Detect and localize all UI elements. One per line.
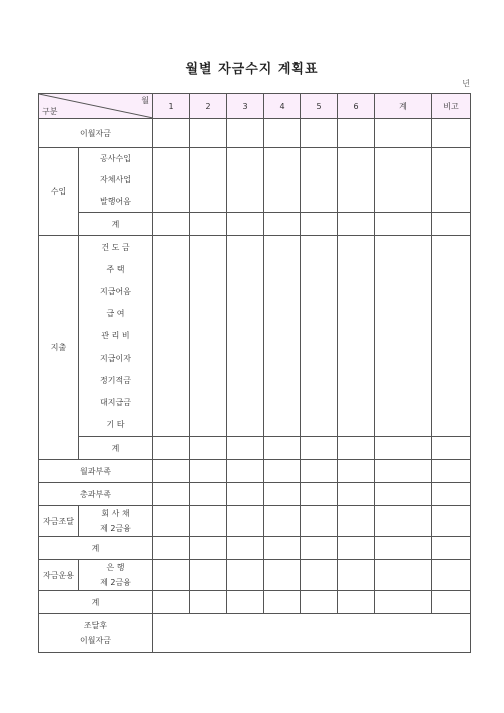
- table-row: [39, 148, 471, 213]
- expense-item: 지급어음: [100, 287, 131, 297]
- total-balance-label: 총과부족: [39, 483, 153, 506]
- financing-item: 제 2금융: [100, 524, 131, 533]
- cash-plan-table: [38, 93, 471, 653]
- remark-header: 비고: [432, 94, 471, 119]
- month-header-6: 6: [338, 94, 375, 119]
- table-row: [39, 213, 471, 236]
- category-axis-label: 구분: [42, 107, 58, 116]
- expense-item: 대지급금: [100, 398, 131, 408]
- after-financing-line2: 이월자금: [80, 636, 111, 645]
- financing-label: 자금조달: [39, 506, 79, 537]
- table-row: [39, 460, 471, 483]
- total-header: 계: [375, 94, 432, 119]
- month-axis-label: 월: [141, 96, 149, 105]
- table-row: [39, 614, 471, 653]
- financing-items-cell: [79, 506, 153, 537]
- table-row: [39, 236, 471, 437]
- investment-items-cell: [79, 560, 153, 591]
- year-label: 년: [462, 79, 470, 88]
- month-header-5: 5: [301, 94, 338, 119]
- header-corner-cell: [39, 94, 153, 119]
- after-financing-line1: 조달후: [83, 621, 108, 630]
- monthly-balance-label: 월과부족: [39, 460, 153, 483]
- expense-item: 정기적금: [100, 375, 131, 385]
- expense-item: 관 리 비: [101, 331, 130, 341]
- page-title: 월별 자금수지 계획표: [185, 62, 319, 77]
- table-row: [39, 560, 471, 591]
- expense-item: 급 여: [106, 309, 125, 319]
- after-financing-value: [153, 614, 471, 653]
- expense-total-label: 계: [79, 437, 153, 460]
- expense-items-cell: [79, 236, 153, 437]
- table-row: [39, 119, 471, 148]
- expense-item: 지급이자: [100, 353, 131, 363]
- income-label: 수입: [39, 148, 79, 236]
- month-header-4: 4: [264, 94, 301, 119]
- income-item: 공사수입: [100, 154, 131, 164]
- income-total-label: 계: [79, 213, 153, 236]
- income-item: 자체사업: [100, 175, 131, 185]
- header-row: [39, 94, 471, 119]
- financing-total-label: 계: [39, 537, 153, 560]
- expense-item: 주 택: [106, 264, 125, 274]
- expense-item: 건 도 금: [101, 242, 130, 252]
- table-row: [39, 437, 471, 460]
- table-row: [39, 591, 471, 614]
- after-financing-cell: [39, 614, 153, 653]
- month-header-2: 2: [190, 94, 227, 119]
- month-header-3: 3: [227, 94, 264, 119]
- financing-item: 회 사 채: [101, 509, 130, 518]
- investment-total-label: 계: [39, 591, 153, 614]
- income-item: 발행어음: [100, 196, 131, 206]
- income-items-cell: [79, 148, 153, 213]
- table-row: [39, 537, 471, 560]
- investment-item: 은 행: [106, 563, 125, 572]
- expense-label: 지출: [39, 236, 79, 460]
- investment-label: 자금운용: [39, 560, 79, 591]
- table-row: [39, 506, 471, 537]
- carry-over-label: 이월자금: [39, 119, 153, 148]
- table-row: [39, 483, 471, 506]
- expense-item: 기 타: [106, 420, 125, 430]
- investment-item: 제 2금융: [100, 578, 131, 587]
- month-header-1: 1: [153, 94, 190, 119]
